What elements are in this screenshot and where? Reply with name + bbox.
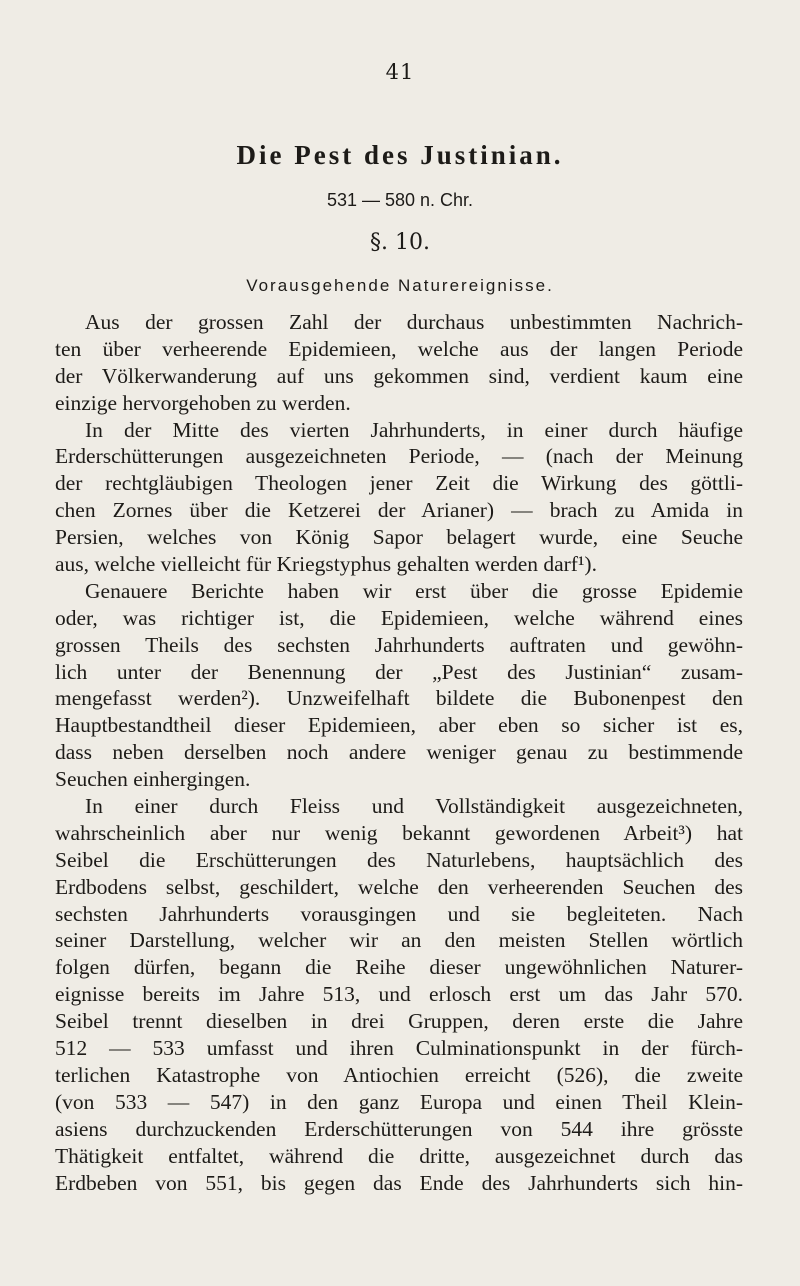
text-line: grossen Theils des sechsten Jahrhunderts auftraten und gewöhn- <box>55 632 743 657</box>
text-line: aus, welche vielleicht für Kriegstyphus gehalten werden darf¹). <box>55 552 597 577</box>
text-line: lich unter der Benennung der „Pest des Justinian“ zusam- <box>55 659 743 684</box>
text-line: In einer durch Fleiss und Vollständigkeit ausgezeichneten, <box>85 794 743 819</box>
text-line: der rechtgläubigen Theologen jener Zeit die Wirkung des göttli- <box>55 471 743 496</box>
text-line: Aus der grossen Zahl der durchaus unbestimmten Nachrich- <box>85 310 743 334</box>
body-text <box>55 309 743 1196</box>
text-line: In der Mitte des vierten Jahrhunderts, in einer durch häufige <box>85 417 743 442</box>
page-number: 41 <box>385 60 415 84</box>
text-line: wahrscheinlich aber nur wenig bekannt gewordenen Arbeit³) hat <box>55 820 743 845</box>
text-line: sechsten Jahrhunderts vorausgingen und sie begleiteten. Nach <box>55 901 743 926</box>
date-range: 531 — 580 n. Chr. <box>326 190 474 210</box>
text-line: asiens durchzuckenden Erderschütterungen von 544 ihre grösste <box>55 1116 743 1141</box>
text-line: chen Zornes über die Ketzerei der Arianer) — brach zu Amida in <box>55 498 743 523</box>
text-line: Hauptbestandtheil dieser Epidemieen, aber eben so sicher ist es, <box>55 713 743 738</box>
text-line: terlichen Katastrophe von Antiochien erreicht (526), die zweite <box>55 1062 743 1087</box>
text-line: Thätigkeit entfaltet, während die dritte, ausgezeichnet durch das <box>55 1143 743 1168</box>
text-line: Seibel trennt dieselben in drei Gruppen, deren erste die Jahre <box>55 1009 743 1034</box>
text-line: Seuchen einhergingen. <box>55 767 251 792</box>
text-line: Erdbodens selbst, geschildert, welche den verheerenden Seuchen des <box>55 874 743 899</box>
text-line: dass neben derselben noch andere weniger genau zu bestimmende <box>55 740 743 765</box>
section-number: §. 10. <box>370 230 430 255</box>
text-line: mengefasst werden²). Unzweifelhaft bildete die Bubonenpest den <box>55 686 743 711</box>
text-line: 512 — 533 umfasst und ihren Culminationspunkt in der fürch- <box>55 1036 743 1061</box>
text-line: (von 533 — 547) in den ganz Europa und einen Theil Klein- <box>55 1089 743 1114</box>
chapter-title: Die Pest des Justinian. <box>236 140 564 170</box>
text-line: einzige hervorgehoben zu werden. <box>55 390 351 415</box>
text-line: oder, was richtiger ist, die Epidemieen, welche während eines <box>55 605 743 630</box>
section-subtitle: Vorausgehende Naturereignisse. <box>246 276 554 295</box>
text-line: Erderschütterungen ausgezeichneten Periode, — (nach der Meinung <box>55 444 743 469</box>
text-line: Seibel die Erschütterungen des Naturlebens, hauptsächlich des <box>55 847 743 872</box>
text-line: Erdbeben von 551, bis gegen das Ende des Jahrhunderts sich hin- <box>55 1170 743 1195</box>
text-line: der Völkerwanderung auf uns gekommen sind, verdient kaum eine <box>55 363 743 388</box>
text-line: seiner Darstellung, welcher wir an den meisten Stellen wörtlich <box>55 928 743 953</box>
text-line: Persien, welches von König Sapor belagert wurde, eine Seuche <box>55 525 743 550</box>
text-line: folgen dürfen, begann die Reihe dieser ungewöhnlichen Naturer- <box>55 955 743 980</box>
text-line: eignisse bereits im Jahre 513, und erlosch erst um das Jahr 570. <box>55 982 743 1007</box>
text-line: ten über verheerende Epidemieen, welche aus der langen Periode <box>55 336 743 361</box>
text-line: Genauere Berichte haben wir erst über die grosse Epidemie <box>85 578 743 603</box>
